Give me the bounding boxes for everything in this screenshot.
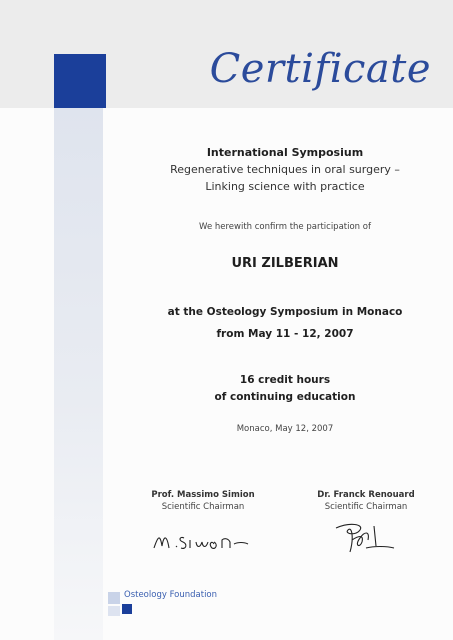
- continuing-education: of continuing education: [214, 391, 356, 403]
- theme-line-1: Regenerative techniques in oral surgery –: [170, 163, 400, 176]
- dates-line: from May 11 - 12, 2007: [216, 328, 354, 340]
- signatory-1-role: Scientific Chairman: [161, 502, 245, 512]
- place-date: Monaco, May 12, 2007: [236, 424, 334, 434]
- event-type: International Symposium: [206, 146, 364, 159]
- logo-square-faint: [108, 606, 120, 616]
- logo-square-light: [108, 592, 120, 604]
- theme-line-2: Linking science with practice: [205, 180, 365, 193]
- corner-accent-square: [54, 54, 106, 108]
- logo-square-dark: [122, 604, 132, 614]
- credit-hours: 16 credit hours: [239, 374, 331, 386]
- signature-2-image: [330, 518, 400, 558]
- organization-logo-text: Osteology Foundation: [124, 590, 218, 600]
- signatory-1-name: Prof. Massimo Simion: [151, 490, 255, 500]
- signatory-2-name: Dr. Franck Renouard: [317, 490, 415, 500]
- confirmation-text: We herewith confirm the participation of: [199, 222, 371, 232]
- left-gradient-band: [54, 108, 103, 640]
- venue-line: at the Osteology Symposium in Monaco: [167, 306, 403, 318]
- signatory-2-role: Scientific Chairman: [324, 502, 408, 512]
- certificate-title: Certificate: [209, 46, 431, 92]
- signature-1-image: [150, 526, 250, 556]
- participant-name: URI ZILBERIAN: [231, 256, 339, 271]
